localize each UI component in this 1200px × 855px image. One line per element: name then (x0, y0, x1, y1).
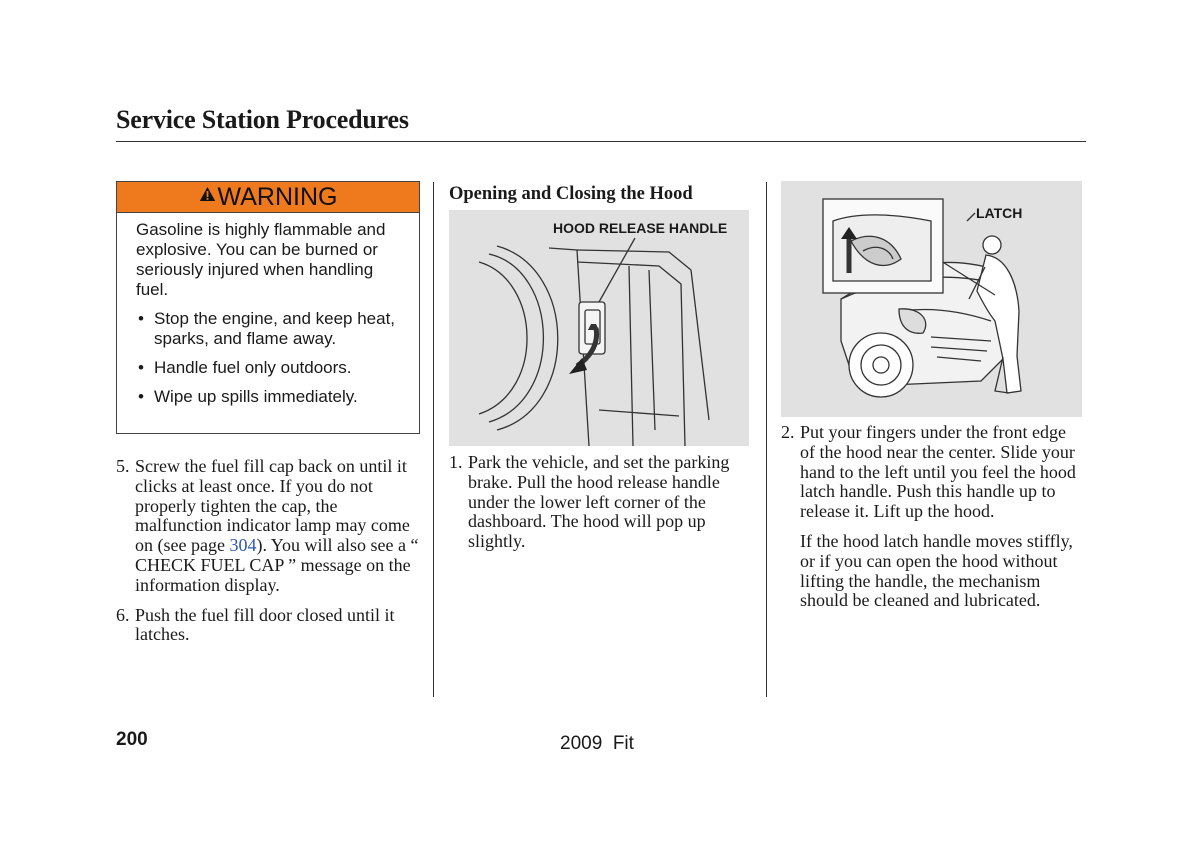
warning-header (117, 182, 419, 213)
left-steps (116, 457, 422, 655)
warning-bullet: • Wipe up spills immediately. (138, 387, 358, 406)
warning-triangle-icon (199, 186, 216, 208)
warning-box (116, 181, 420, 434)
step-2-note: If the hood latch handle moves stiffly, or if you can open the hood without lifting the handle, the mechanism should be cleaned and lubricated. (800, 530, 1073, 611)
step-6: 6. Push the fuel fill door closed until it latches. (116, 604, 395, 645)
step-5: 5. Screw the fuel fill cap back on until it clicks at least once. If you do not properly tighten the cap, the malfunction indicator lamp may come on (see page 304). You will also see a “ CHECK FUEL CAP ” message on the information display. (116, 456, 419, 595)
latch-label: LATCH (976, 205, 1023, 221)
section-heading: Opening and Closing the Hood (449, 184, 693, 204)
warning-body (117, 213, 419, 407)
warning-bullet: • Stop the engine, and keep heat, sparks, and flame away. (138, 309, 396, 348)
hood-release-label: HOOD RELEASE HANDLE (553, 220, 728, 236)
car-hood-illustration (781, 181, 1082, 417)
middle-steps (449, 453, 755, 562)
warning-label: WARNING (217, 182, 338, 211)
page-number: 200 (116, 729, 148, 750)
step-2: 2. Put your fingers under the front edge of the hood near the center. Slide your hand to the left until you feel the hood latch handle. Push this handle up to release it. Lift up the hood. If the hood latch handle moves stiffly, or if you can open the hood without lifting the handle, the mechanism should be cleaned and lubricated. (781, 423, 1085, 611)
column-divider-left (433, 182, 434, 697)
hood-latch-figure (781, 181, 1082, 417)
page-title: Service Station Procedures (116, 105, 409, 134)
warning-intro: Gasoline is highly flammable and explosive. You can be burned or seriously injured when handling fuel. (136, 220, 386, 299)
dashboard-illustration (449, 210, 749, 446)
right-steps (781, 423, 1085, 621)
column-divider-right (766, 182, 767, 697)
hood-release-figure (449, 210, 749, 446)
page-link[interactable]: 304 (229, 535, 257, 556)
step-2-text: Put your fingers under the front edge of the hood near the center. Slide your hand to the left until you feel the hood latch handle. Push this handle up to release it. Lift up the hood. (800, 422, 1076, 522)
warning-bullets (136, 309, 409, 407)
warning-bullet: • Handle fuel only outdoors. (138, 358, 352, 377)
footer-model: 2009 Fit (560, 733, 634, 754)
step-1: 1. Park the vehicle, and set the parking brake. Pull the hood release handle under the lower left corner of the dashboard. The hood will pop up slightly. (449, 452, 730, 552)
title-divider (116, 141, 1086, 142)
